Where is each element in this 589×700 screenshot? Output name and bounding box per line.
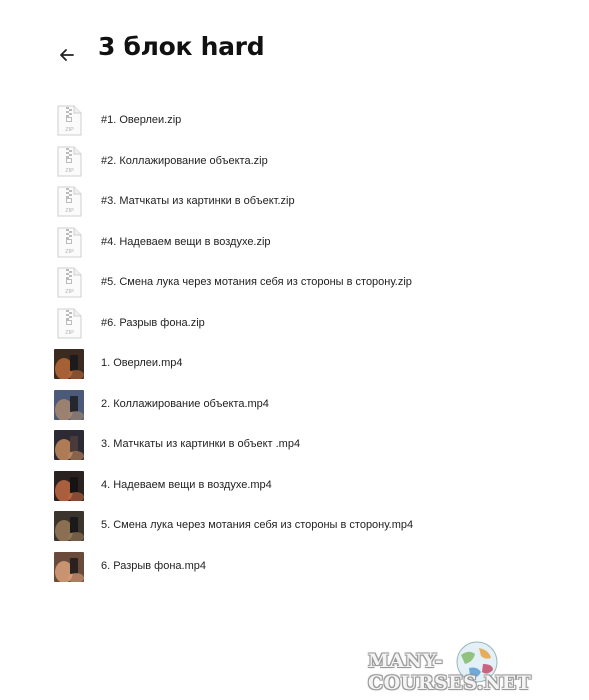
file-name: 3. Матчкаты из картинки в объект .mp4 xyxy=(101,438,301,450)
video-thumbnail xyxy=(54,511,84,541)
zip-file-icon xyxy=(55,227,83,258)
file-row[interactable] xyxy=(0,142,589,183)
svg-text:ZIP: ZIP xyxy=(65,167,74,174)
back-button[interactable] xyxy=(56,44,78,66)
video-thumbnail xyxy=(54,471,84,501)
file-name: #1. Оверлеи.zip xyxy=(101,114,182,126)
file-row[interactable] xyxy=(0,466,589,507)
file-row[interactable] xyxy=(0,263,589,304)
zip-file-icon xyxy=(55,186,83,217)
file-row[interactable] xyxy=(0,223,589,264)
file-name: 2. Коллажирование объекта.mp4 xyxy=(101,397,269,410)
watermark-text: MANY-COURSES.NET xyxy=(368,650,532,694)
arrow-left-icon xyxy=(56,44,78,66)
video-thumbnail xyxy=(54,349,84,379)
file-row[interactable] xyxy=(0,547,589,588)
file-name: #5. Смена лука через мотания себя из стороны в сторону.zip xyxy=(101,276,412,288)
file-name: 1. Оверлеи.mp4 xyxy=(101,357,183,369)
zip-file-icon xyxy=(55,308,83,339)
video-thumbnail xyxy=(54,430,84,460)
file-row[interactable] xyxy=(0,101,589,142)
zip-file-icon xyxy=(55,105,83,136)
file-row[interactable] xyxy=(0,385,589,426)
file-row[interactable] xyxy=(0,425,589,466)
file-name: #4. Надеваем вещи в воздухе.zip xyxy=(101,235,271,248)
file-name: #6. Разрыв фона.zip xyxy=(101,316,205,329)
svg-text:ZIP: ZIP xyxy=(65,289,74,295)
file-row[interactable] xyxy=(0,344,589,385)
video-thumbnail xyxy=(54,552,84,582)
file-name: #2. Коллажирование объекта.zip xyxy=(101,154,268,167)
file-name: 4. Надеваем вещи в воздухе.mp4 xyxy=(101,478,272,491)
svg-text:ZIP: ZIP xyxy=(65,208,74,214)
file-list xyxy=(0,101,589,587)
file-name: #3. Матчкаты из картинки в объект.zip xyxy=(101,195,295,207)
svg-text:ZIP: ZIP xyxy=(65,127,74,133)
zip-file-icon xyxy=(55,267,83,298)
video-thumbnail xyxy=(54,390,84,420)
zip-file-icon xyxy=(55,146,83,177)
page-title: 3 блок hard xyxy=(98,32,265,61)
file-name: 6. Разрыв фона.mp4 xyxy=(101,559,206,572)
svg-text:ZIP: ZIP xyxy=(65,248,74,255)
file-name: 5. Смена лука через мотания себя из стороны в сторону.mp4 xyxy=(101,519,414,531)
file-row[interactable] xyxy=(0,304,589,345)
file-row[interactable] xyxy=(0,506,589,547)
file-row[interactable] xyxy=(0,182,589,223)
svg-text:ZIP: ZIP xyxy=(65,329,74,336)
